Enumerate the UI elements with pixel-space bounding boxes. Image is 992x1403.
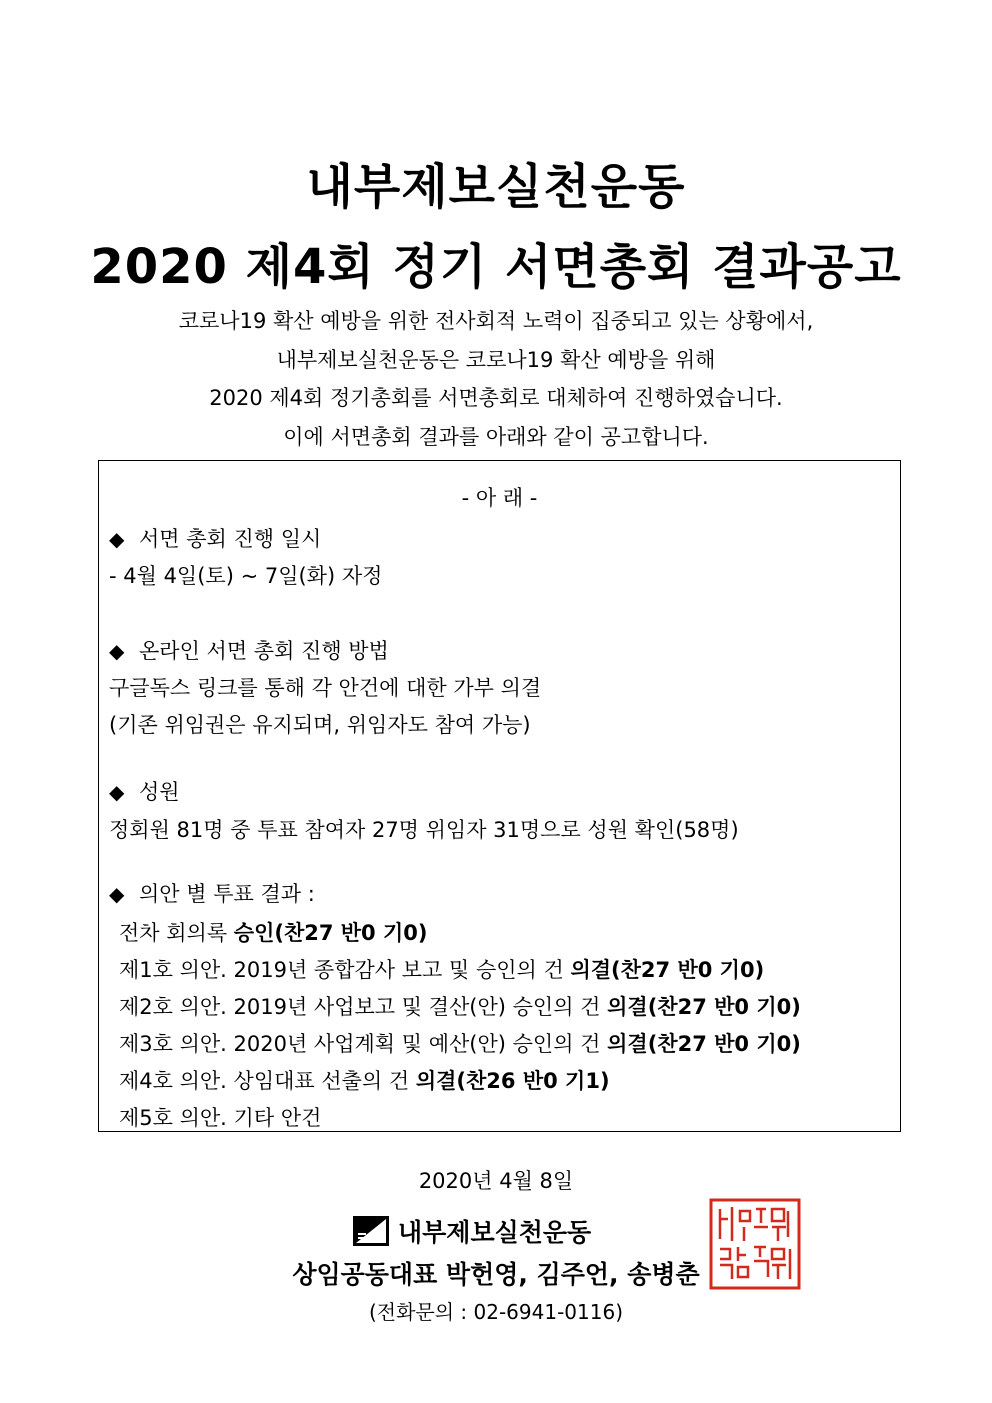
- diamond-bullet-icon: ◆: [109, 882, 125, 906]
- notice-date: 2020년 4월 8일: [418, 1169, 574, 1193]
- result-label: 전차 회의록: [119, 921, 234, 945]
- result-label: 제2호 의안. 2019년 사업보고 및 결산(안) 승인의 건: [119, 995, 608, 1019]
- schedule-section-title: [109, 526, 321, 552]
- results-section-title: [109, 881, 315, 907]
- result-outcome: 의결(찬26 반0 기1): [415, 1069, 610, 1093]
- result-label: 제1호 의안. 2019년 종합감사 보고 및 승인의 건: [119, 958, 571, 982]
- result-item: [119, 1105, 321, 1131]
- official-seal-icon: [708, 1197, 802, 1291]
- result-outcome: 의결(찬27 반0 기0): [570, 958, 765, 982]
- quorum-title: 성원: [139, 780, 180, 804]
- result-label: 제5호 의안. 기타 안건: [119, 1106, 322, 1130]
- page-subtitle: 2020 제4회 정기 서면총회 결과공고: [90, 239, 902, 295]
- result-outcome: 의결(찬27 반0 기0): [607, 1032, 801, 1056]
- organization-name: [352, 1213, 591, 1249]
- intro-line: 내부제보실천운동은 코로나19 확산 예방을 위해: [276, 347, 716, 372]
- contact-info: (전화문의 : 02-6941-0116): [368, 1300, 624, 1324]
- schedule-title: 서면 총회 진행 일시: [139, 527, 322, 551]
- method-line: (기존 위임권은 유지되며, 위임자도 참여 가능): [109, 713, 531, 737]
- notice-box: [98, 460, 901, 1132]
- result-item: [119, 920, 427, 946]
- method-title: 온라인 서면 총회 진행 방법: [139, 639, 389, 663]
- result-item: [119, 994, 801, 1020]
- result-item: [119, 1068, 610, 1094]
- method-line: 구글독스 링크를 통해 각 안건에 대한 가부 의결: [109, 676, 542, 700]
- organization-label: 내부제보실천운동: [398, 1218, 592, 1247]
- diamond-bullet-icon: ◆: [109, 639, 125, 663]
- diamond-bullet-icon: ◆: [109, 527, 125, 551]
- method-section-title: [109, 638, 389, 664]
- intro-line: 2020 제4회 정기총회를 서면총회로 대체하여 진행하였습니다.: [209, 386, 783, 410]
- result-outcome: 승인(찬27 반0 기0): [233, 921, 428, 945]
- representatives: 상임공동대표 박헌영, 김주언, 송병춘: [292, 1260, 700, 1289]
- intro-line: 이에 서면총회 결과를 아래와 같이 공고합니다.: [283, 424, 709, 449]
- diamond-bullet-icon: ◆: [109, 780, 125, 804]
- page-title: 내부제보실천운동: [306, 159, 686, 215]
- notice-heading: - 아 래 -: [461, 486, 538, 510]
- quorum-section-title: [109, 779, 180, 805]
- result-item: [119, 957, 764, 983]
- intro-line: 코로나19 확산 예방을 위한 전사회적 노력이 집중되고 있는 상황에서,: [178, 309, 814, 333]
- result-outcome: 의결(찬27 반0 기0): [607, 995, 801, 1019]
- result-item: [119, 1031, 801, 1057]
- result-label: 제4호 의안. 상임대표 선출의 건: [119, 1069, 416, 1093]
- quorum-detail: 정회원 81명 중 투표 참여자 27명 위임자 31명으로 성원 확인(58명): [109, 818, 739, 842]
- intro-paragraph: [0, 302, 992, 456]
- result-label: 제3호 의안. 2020년 사업계획 및 예산(안) 승인의 건: [119, 1032, 608, 1056]
- organization-logo-icon: [352, 1215, 390, 1247]
- results-title: 의안 별 투표 결과 :: [139, 882, 315, 906]
- schedule-detail: - 4월 4일(토) ~ 7일(화) 자정: [109, 564, 383, 588]
